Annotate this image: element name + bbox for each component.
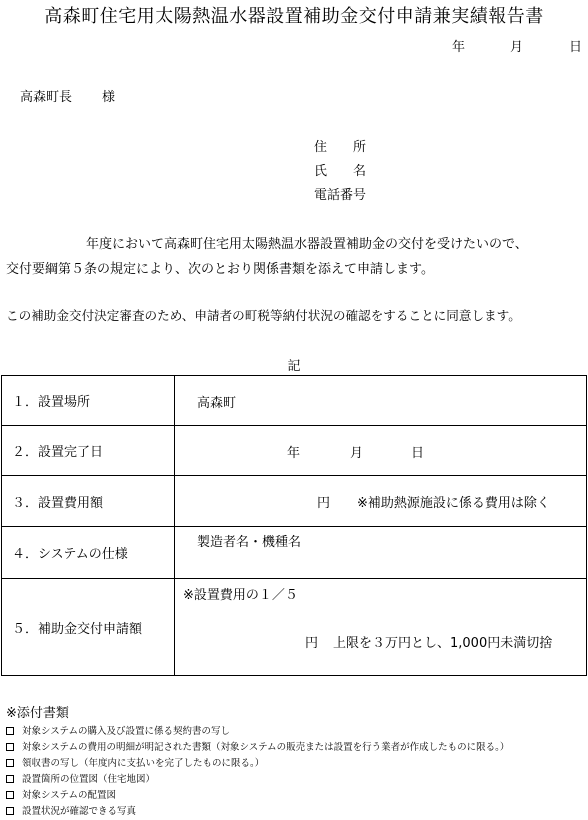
- list-item: 対象システムの費用の明細が明記された書類（対象システムの販売または設置を行う業者が作成したものに限る。）: [6, 740, 509, 756]
- table-row: [2, 476, 587, 527]
- row-value-system-spec: [175, 527, 587, 579]
- ki-heading: 記: [287, 359, 301, 374]
- consent-statement: この補助金交付決定審査のため、申請者の町税等納付状況の確認をすることに同意します。: [6, 308, 521, 323]
- list-item: 領収書の写し（年度内に支払いを完了したものに限る。）: [6, 756, 509, 772]
- table-row: [2, 527, 587, 579]
- checkbox-icon: [6, 743, 14, 751]
- row-label-completion-date: ２．設置完了日: [2, 426, 175, 476]
- spec-value: 製造者名・機種名: [197, 535, 302, 550]
- row-label-system-spec: ４．システムの仕様: [2, 527, 175, 579]
- checkbox-icon: [6, 791, 14, 799]
- applicant-phone-label: 電話番号: [314, 188, 367, 203]
- row-label-installation-cost: ３．設置費用額: [2, 476, 175, 527]
- list-item: 設置箇所の位置図（住宅地図）: [6, 772, 509, 788]
- attachments-list: [6, 724, 509, 820]
- row-value-location: [175, 376, 587, 426]
- completion-year: 年: [287, 446, 301, 461]
- row-label-subsidy-amount: ５．補助金交付申請額: [2, 579, 175, 676]
- row-label-location: １．設置場所: [2, 376, 175, 426]
- row-value-installation-cost: [175, 476, 587, 527]
- list-item: 対象システムの購入及び設置に係る契約書の写し: [6, 724, 509, 740]
- completion-day: 日: [411, 446, 425, 461]
- subsidy-limit: 上限を３万円とし、1,000円未満切捨: [333, 636, 553, 651]
- table-row: [2, 579, 587, 676]
- list-item: 設置状況が確認できる写真: [6, 804, 509, 820]
- checkbox-icon: [6, 775, 14, 783]
- body-line-2: 交付要綱第５条の規定により、次のとおり関係書類を添えて申請します。: [6, 262, 434, 277]
- date-month: 月: [510, 40, 524, 55]
- addressee-name: 高森町長: [20, 90, 73, 105]
- subsidy-note: ※設置費用の１／５: [183, 588, 298, 603]
- row-value-subsidy-amount: [175, 579, 587, 676]
- list-item: 対象システムの配置図: [6, 788, 509, 804]
- application-items-table: [1, 375, 587, 676]
- subsidy-yen-unit: 円: [305, 636, 319, 651]
- location-value: 高森町: [197, 396, 237, 411]
- cost-note: ※補助熱源施設に係る費用は除く: [357, 496, 550, 511]
- applicant-name-label: 氏 名: [314, 164, 367, 179]
- addressee: [20, 86, 115, 105]
- checkbox-icon: [6, 727, 14, 735]
- completion-month: 月: [350, 446, 364, 461]
- applicant-address-label: 住 所: [314, 140, 367, 155]
- body-line-1: 年度において高森町住宅用太陽熱温水器設置補助金の交付を受けたいので、: [86, 237, 528, 252]
- cost-yen-unit: 円: [317, 496, 331, 511]
- row-value-completion-date: [175, 426, 587, 476]
- checkbox-icon: [6, 807, 14, 815]
- addressee-honorific: 様: [102, 90, 116, 105]
- table-row: [2, 426, 587, 476]
- table-row: [2, 376, 587, 426]
- attachments-title: ※添付書類: [6, 706, 69, 721]
- date-day: 日: [569, 40, 583, 55]
- checkbox-icon: [6, 759, 14, 767]
- date-year: 年: [452, 40, 466, 55]
- document-title: 高森町住宅用太陽熱温水器設置補助金交付申請兼実績報告書: [44, 6, 544, 27]
